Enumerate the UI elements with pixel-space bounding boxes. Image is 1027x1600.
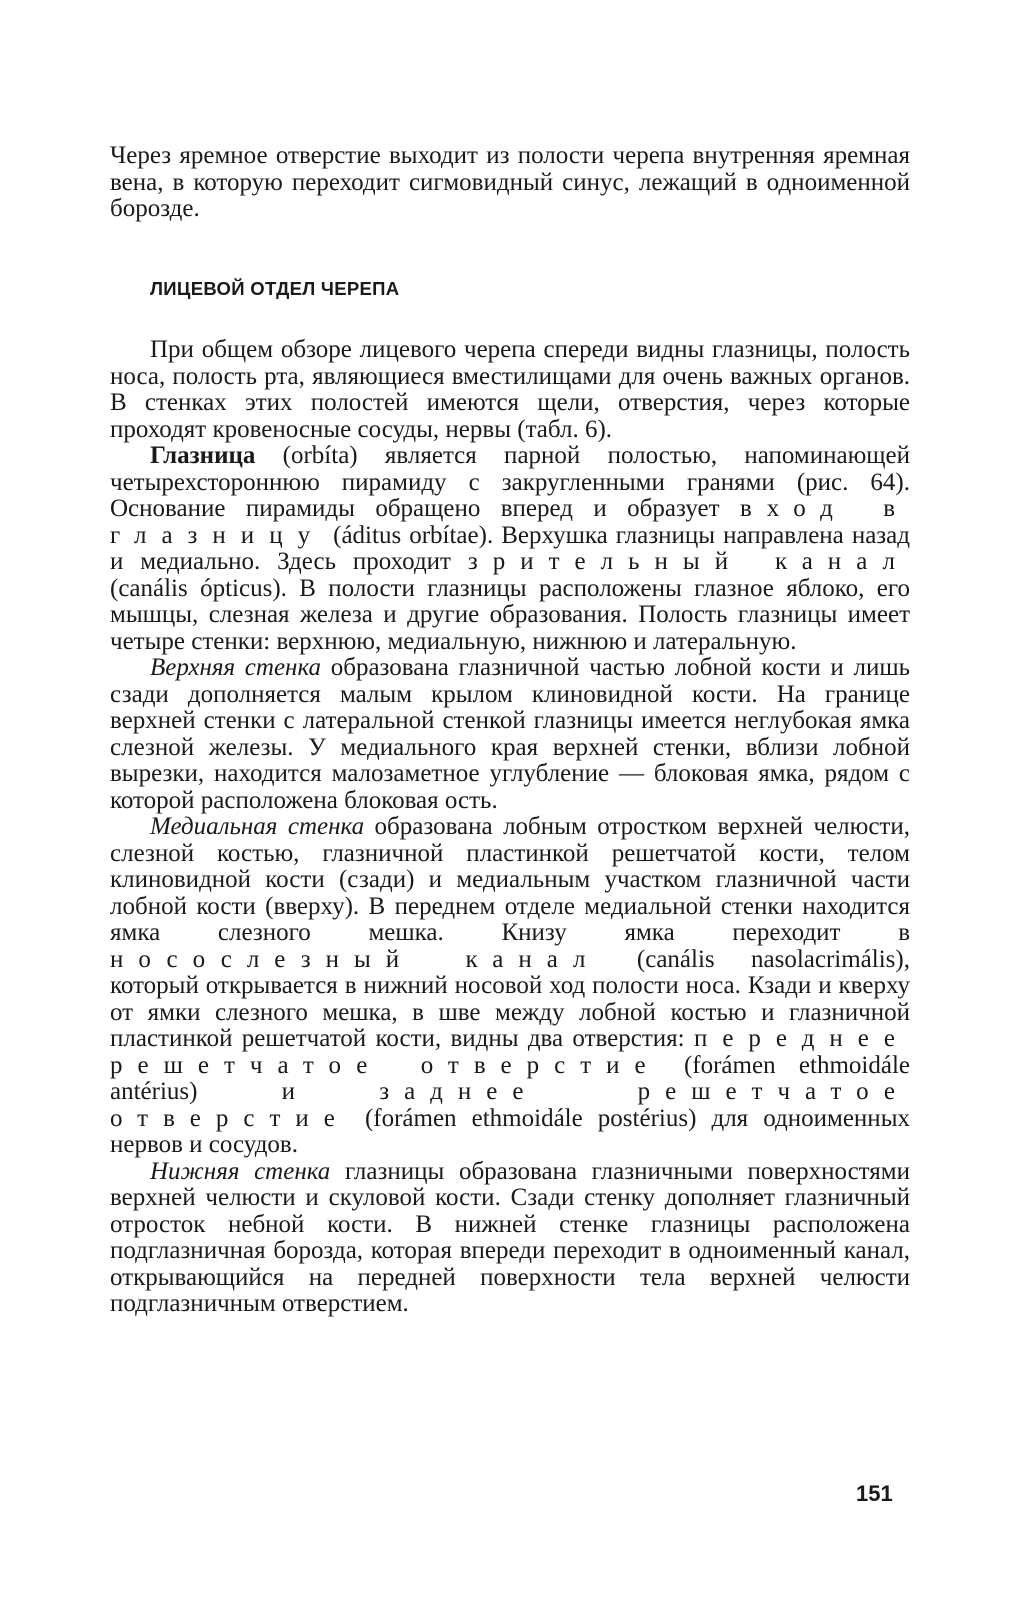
overview-paragraph: При общем обзоре лицевого черепа спереди видны глазницы, полость носа, полость рта, являющиеся вместилищами для очень важных органов. В стенках этих полостей имеются щели, отверстия, через которые проходят кровеносные сосуды, нервы (табл. 6).: [110, 336, 910, 443]
upper-wall-text: образована глазничной частью лобной кости и лишь сзади дополняется малым крылом клиновидной кости. На границе верхней стенки с латеральной стенкой глазницы имеется неглубокая ямка слезной железы. У медиального края верхней стенки, вблизи лобной вырезки, находится малозаметное углубление — блоковая ямка, рядом с которой расположена блоковая ость.: [110, 654, 911, 814]
orbit-term: Глазница: [150, 442, 256, 469]
medial-wall-text-4: (forámen ethmoidále postérius) для одноименных нервов и сосудов.: [110, 1104, 910, 1158]
medial-wall-text-2: (canális nasolacrimális), который открывается в нижний носовой ход полости носа. Кзади и кверху от ямки слезного мешка, в шве между лобной костью и глазничной пластинкой решетчатой кости, видны два отверстия:: [110, 945, 910, 1052]
section-heading: ЛИЦЕВОЙ ОТДЕЛ ЧЕРЕПА: [150, 277, 400, 299]
orbit-text-1: (orbíta) является парной полостью, напоминающей четырехстороннюю пирамиду с закругленными гранями (рис. 64). Основание пирамиды обращено вперед и образует: [110, 442, 910, 522]
medial-wall-term: Медиальная стенка: [150, 813, 365, 840]
orbit-spaced-term-1: вход в глазницу: [110, 495, 911, 549]
medial-wall-spaced-term-2: переднее решетчатое отверстие: [110, 1025, 910, 1079]
lower-wall-term: Нижняя стенка: [150, 1157, 331, 1185]
orbit-spaced-term-2: зрительный канал: [467, 548, 910, 575]
upper-wall-term: Верхняя стенка: [150, 654, 322, 681]
medial-wall-spaced-term-3: заднее решетчатое отверстие: [110, 1078, 911, 1132]
medial-wall-text-1: образована лобным отростком верхней челюсти, слезной костью, глазничной пластинкой решетчатой кости, телом клиновидной кости (сзади) и медиальным участком глазничной части лобной кости (вверху). В переднем отделе медиальной стенки находится ямка слезного мешка. Книзу ямка переходит в: [110, 813, 910, 946]
lower-wall-text: глазницы образована глазничными поверхностями верхней челюсти и скуловой кости. Сзади стенку дополняет глазничный отросток небной кости. В нижней стенке глазницы расположена подглазничная борозда, которая впереди переходит в одноименный канал, открывающийся на передней поверхности тела верхней челюсти подглазничным отверстием.: [110, 1157, 910, 1317]
orbit-paragraph: [110, 443, 910, 655]
upper-wall-paragraph: [110, 655, 910, 814]
lower-wall-paragraph: [110, 1159, 910, 1318]
orbit-text-2: (áditus orbítae). Верхушка глазницы направлена назад и медиально. Здесь проходит: [110, 521, 910, 575]
intro-paragraph: Через яремное отверстие выходит из полости черепа внутренняя яремная вена, в которую переходит сигмовидный синус, лежащий в одноименной борозде.: [110, 142, 910, 222]
page-number: 151: [856, 1481, 893, 1506]
medial-wall-text-3: (forámen ethmoidále antérius) и: [110, 1051, 910, 1105]
text-column: [110, 143, 910, 1318]
medial-wall-spaced-term-1: носослезный канал: [110, 945, 601, 973]
orbit-text-3: (canális ópticus). В полости глазницы расположены глазное яблоко, его мышцы, слезная железа и другие образования. Полость глазницы имеет четыре стенки: верхнюю, медиальную, нижнюю и латеральную.: [110, 574, 910, 655]
medial-wall-paragraph: [110, 814, 910, 1159]
